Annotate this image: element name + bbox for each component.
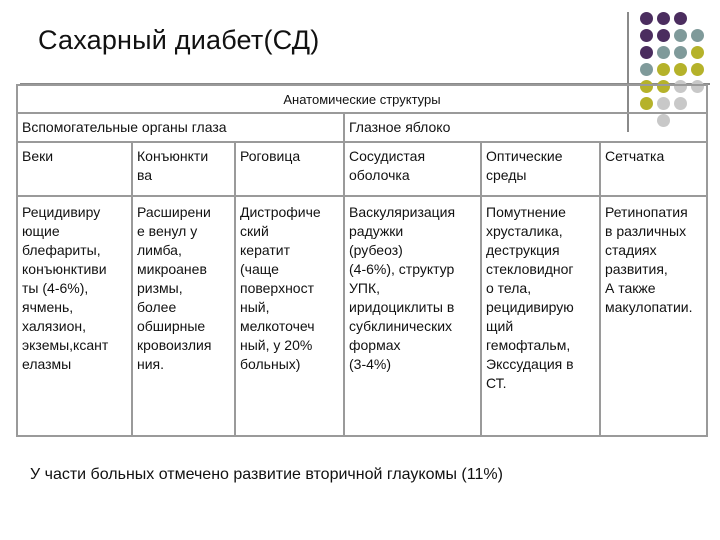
column-header-eyelids: Веки (17, 142, 132, 196)
header-anatomical-structures: Анатомические структуры (17, 85, 707, 113)
column-header-conjunctiva: Конъюнкти ва (132, 142, 235, 196)
group-auxiliary-organs: Вспомогательные органы глаза (17, 113, 344, 142)
dot-purple (657, 29, 670, 42)
dot-purple (657, 12, 670, 25)
dot-teal (657, 46, 670, 59)
dot-teal (640, 63, 653, 76)
column-header-choroid: Сосудистая оболочка (344, 142, 481, 196)
finding-optic-media: Помутнение хрусталика, деструкция стекловидног о тела, рецидивирую щий гемофтальм, Экссудация в СТ. (481, 196, 600, 436)
dot-purple (640, 46, 653, 59)
finding-cornea: Дистрофиче ский кератит (чаще поверхност ный, мелкоточеч ный, у 20% больных) (235, 196, 344, 436)
finding-retina: Ретинопатия в различных стадиях развития, А также макулопатии. (600, 196, 707, 436)
dot-purple (640, 12, 653, 25)
slide-title: Сахарный диабет(СД) (38, 25, 320, 55)
footnote-glaucoma: У части больных отмечено развитие вторичной глаукомы (11%) (30, 466, 503, 483)
dot-olive (691, 46, 704, 59)
dot-purple (640, 29, 653, 42)
finding-conjunctiva: Расширени е венул у лимба, микроанев ризмы, более обширные кровоизлия ния. (132, 196, 235, 436)
dot-teal (674, 46, 687, 59)
eye-lesions-table (16, 84, 708, 437)
group-eyeball: Глазное яблоко (344, 113, 707, 142)
dot-purple (674, 12, 687, 25)
dot-olive (674, 63, 687, 76)
dot-teal (691, 29, 704, 42)
dot-teal (674, 29, 687, 42)
dot-olive (691, 63, 704, 76)
column-header-retina: Сетчатка (600, 142, 707, 196)
column-header-optic-media: Оптические среды (481, 142, 600, 196)
finding-eyelids: Рецидивиру ющие блефариты, конъюнктиви ты (4-6%), ячмень, халязион, экземы,ксант елазмы (17, 196, 132, 436)
dot-olive (657, 63, 670, 76)
finding-choroid: Васкуляризация радужки (рубеоз) (4-6%), структур УПК, иридоциклиты в субклинических формах (3-4%) (344, 196, 481, 436)
column-header-cornea: Роговица (235, 142, 344, 196)
